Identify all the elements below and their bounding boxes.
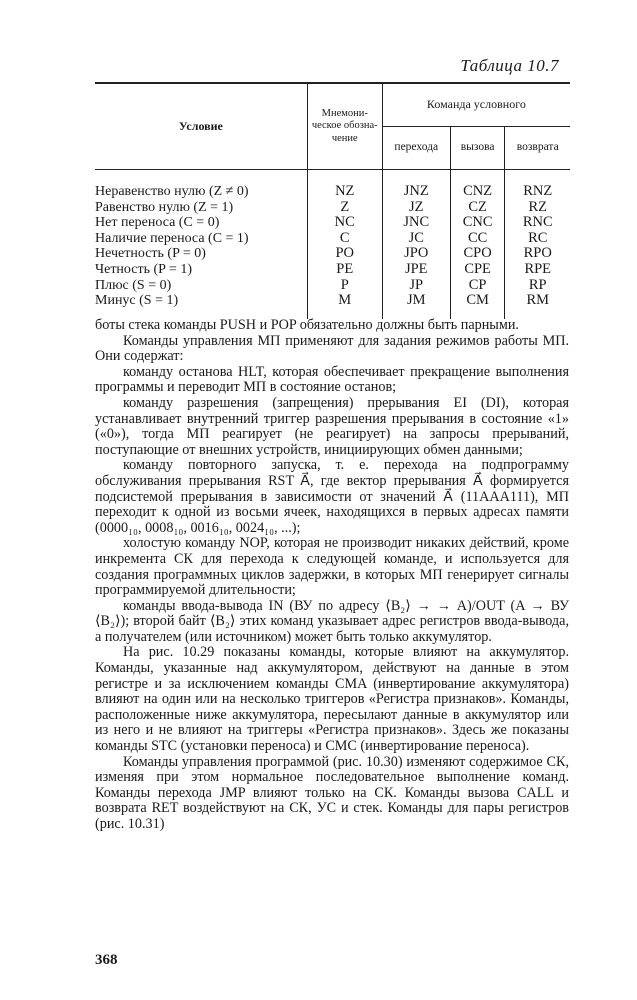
return-cell: RM: [505, 293, 570, 319]
table-row: [95, 170, 570, 200]
call-cell: CM: [450, 293, 505, 319]
mnemonic-cell: Z: [307, 200, 382, 216]
page-number: 368: [95, 952, 118, 968]
call-cell: CZ: [450, 200, 505, 216]
return-cell: RP: [505, 278, 570, 294]
mnemonic-cell: NC: [307, 215, 382, 231]
table-row: [95, 200, 570, 216]
paragraph: На рис. 10.29 показаны команды, которые влияют на аккумулятор. Команды, указанные над аккумулятором, действуют на данные в этом регистре и за исключением команды CMA (инвертирование аккумулятора) влияют на один или на несколько триггеров «Регистра признаков». Команды, расположенные ниже аккумулятора, пересылают данные в аккумулятор или из него и не влияют на триггеры «Регистра признаков». Здесь же показаны команды STC (установки переноса) и CMC (инвертирование переноса).: [95, 644, 569, 755]
paragraph: команду останова HLT, которая обеспечивает прекращение выполнения программы и переводит МП в состояние останов;: [95, 363, 569, 396]
condition-cell: Четность (P = 1): [95, 261, 192, 277]
paragraph: команду разрешения (запрещения) прерывания EI (DI), которая устанавливает внутренний триггер разрешения прерывания в состояние «1» («0»), тогда МП реагирует (не реагирует) на запросы прерываний, поступающие от внешних устройств, инициирующих обмен данными;: [95, 394, 569, 458]
mnemonic-cell: PE: [307, 262, 382, 278]
table-row: [95, 231, 570, 247]
jump-cell: JP: [382, 278, 450, 294]
paragraph: боты стека команды PUSH и POP обязательно должны быть парными.: [95, 317, 519, 333]
paragraph: команды ввода-вывода IN (ВУ по адресу ⟨B₂⟩ → → A)/OUT (A → ВУ ⟨B₂⟩); второй байт ⟨B₂⟩ этих команд указывает адрес регистров ввода-вывода, а получателем (или источником) может быть только аккумулятор.: [95, 597, 569, 645]
condition-cell: Плюс (S = 0): [95, 277, 172, 293]
paragraph: холостую команду NOP, которая не производит никаких действий, кроме инкремента СК для перехода к следующей команде, и используется для создания программных циклов задержки, в которых МП генерирует сигналы программируемой длительности;: [95, 535, 569, 599]
return-cell: RC: [505, 231, 570, 247]
paragraph: команду повторного запуска, т. е. перехода на подпрограмму обслуживания прерывания RST A⃗, где вектор прерывания A⃗ формируется подсистемой прерывания в зависимости от значений A⃗ (11AAA111), МП переходит к одной из восьми ячеек, находящихся в первых адресах памяти (0000₁₀, 0008₁₀, 0016₁₀, 0024₁₀, ...);: [95, 457, 569, 536]
condition-cell: Нет переноса (C = 0): [95, 215, 220, 231]
condition-cell: Равенство нулю (Z = 1): [95, 199, 234, 215]
header-mnemonic: Мнемони-ческое обозна-чение: [307, 83, 382, 170]
condition-cell: Неравенство нулю (Z ≠ 0): [95, 184, 249, 199]
condition-cell: Минус (S = 1): [95, 293, 179, 309]
table-caption: Таблица 10.7: [460, 56, 559, 75]
conditions-table: [95, 82, 570, 319]
table-row: [95, 278, 570, 294]
call-cell: CNC: [450, 215, 505, 231]
header-call: вызова: [450, 127, 505, 170]
table-row: [95, 293, 570, 319]
return-cell: RZ: [505, 200, 570, 216]
header-condition: Условие: [95, 83, 307, 170]
call-cell: CP: [450, 278, 505, 294]
call-cell: CC: [450, 231, 505, 247]
jump-cell: JPE: [382, 262, 450, 278]
call-cell: CNZ: [450, 170, 505, 200]
table-row: [95, 215, 570, 231]
mnemonic-cell: M: [307, 293, 382, 319]
table-body: [95, 170, 570, 319]
return-cell: RNC: [505, 215, 570, 231]
header-return: возврата: [505, 127, 570, 170]
header-jump: перехода: [382, 127, 450, 170]
return-cell: RNZ: [505, 170, 570, 200]
jump-cell: JC: [382, 231, 450, 247]
mnemonic-cell: NZ: [307, 170, 382, 200]
mnemonic-cell: P: [307, 278, 382, 294]
return-cell: RPE: [505, 262, 570, 278]
paragraph: Команды управления МП применяют для задания режимов работы МП. Они содержат:: [95, 332, 569, 365]
jump-cell: JM: [382, 293, 450, 319]
paragraph: Команды управления программой (рис. 10.30) изменяют содержимое СК, изменяя при этом нормальное последовательное выполнение команд. Команды перехода JMP влияют только на СК. Команды вызова CALL и возврата RET воздействуют на СК, УС и стек. Команды для пары регистров (рис. 10.31): [95, 753, 569, 832]
table-row: [95, 246, 570, 262]
jump-cell: JNZ: [382, 170, 450, 200]
condition-cell: Нечетность (P = 0): [95, 246, 206, 262]
jump-cell: JPO: [382, 246, 450, 262]
table-row: [95, 262, 570, 278]
return-cell: RPO: [505, 246, 570, 262]
jump-cell: JNC: [382, 215, 450, 231]
body-text: [95, 318, 569, 833]
header-command-group: Команда условного: [382, 83, 570, 127]
call-cell: CPO: [450, 246, 505, 262]
mnemonic-cell: PO: [307, 246, 382, 262]
condition-cell: Наличие переноса (C = 1): [95, 230, 249, 246]
mnemonic-cell: C: [307, 231, 382, 247]
jump-cell: JZ: [382, 200, 450, 216]
call-cell: CPE: [450, 262, 505, 278]
